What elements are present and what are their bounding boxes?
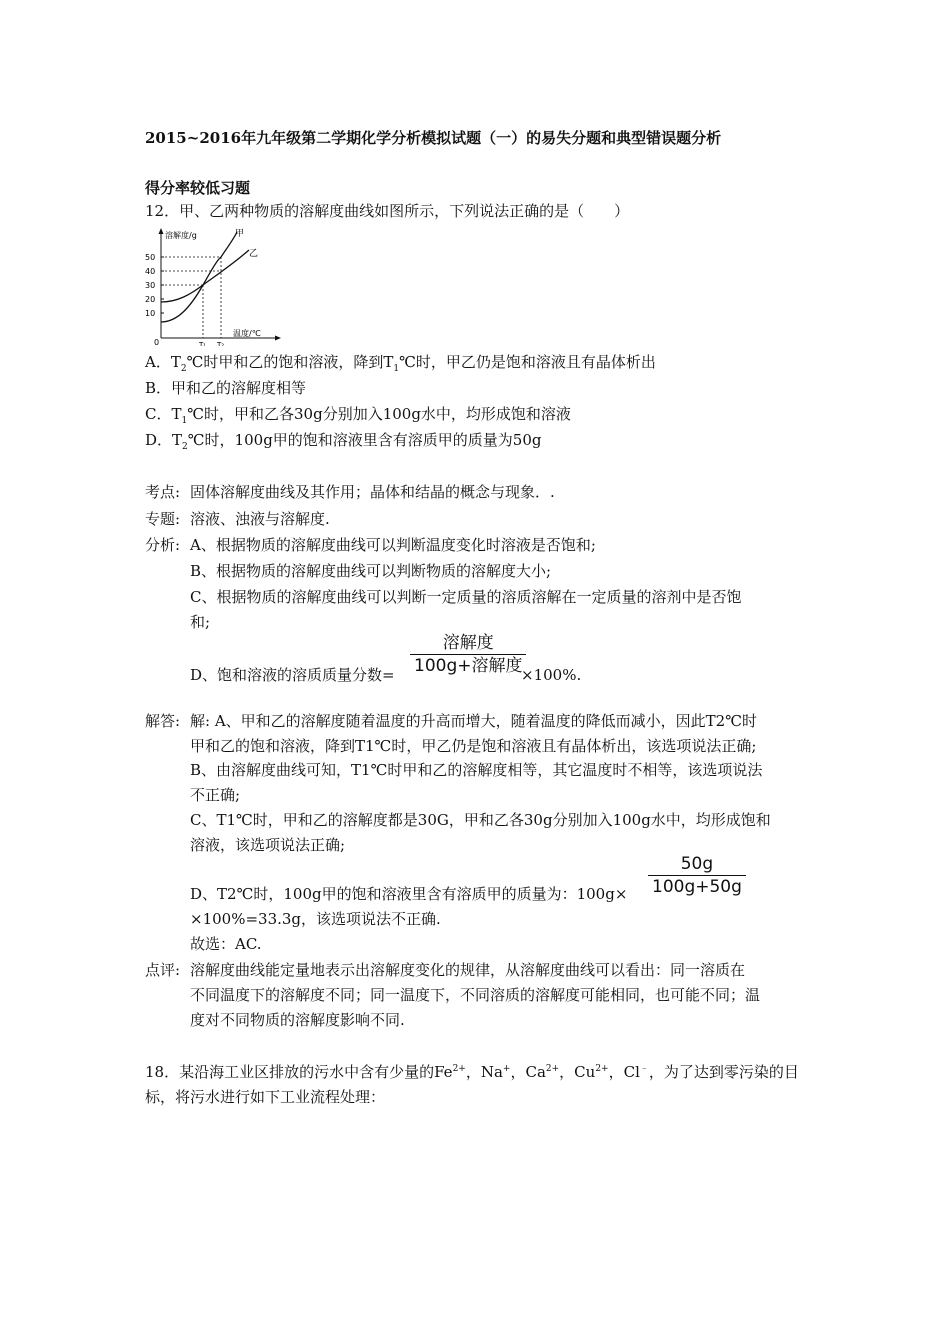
jieda-c-line2: 溶液，该选项说法正确; [190, 836, 346, 854]
fenxi-b: B、根据物质的溶解度曲线可以判断物质的溶解度大小; [190, 562, 552, 580]
y-tick-50: 50 [145, 253, 156, 262]
jieda-d-line2: ×100%=33.3g，该选项说法不正确. [190, 910, 441, 928]
fenxi-c-line2: 和; [190, 613, 211, 631]
fenxi-d-fraction [410, 632, 526, 677]
jieda-a-line1: 解: A、甲和乙的溶解度随着温度的升高而增大，随着温度的降低而减小，因此T2℃时 [190, 712, 757, 730]
y-tick-20: 20 [145, 295, 156, 304]
option-a: A．$T_2℃$时甲和乙的饱和溶液，降到$T_1℃$时，甲乙仍是饱和溶液且有晶体析出 [145, 353, 656, 374]
fenxi-a: A、根据物质的溶解度曲线可以判断温度变化时溶液是否饱和; [190, 536, 596, 554]
kaodian-label: 考点: [145, 483, 181, 501]
fenxi-d-prefix: D、饱和溶液的溶质质量分数= [190, 666, 395, 684]
question-18-line1: 18．某沿海工业区排放的污水中含有少量的$Fe^{2+}$，Na+，$Ca^{2+}$，$Cu^{2+}$，Cl﹣，为了达到零污染的目 [145, 1063, 799, 1081]
question-12-stem: 12．甲、乙两种物质的溶解度曲线如图所示，下列说法正确的是（ ） [145, 202, 630, 220]
zhuanti-text: 溶液、浊液与溶解度. [190, 510, 330, 528]
fraction-denominator: 100g+溶解度 [414, 656, 523, 676]
t2-label: T₂ [217, 341, 225, 346]
jieda-a-line2: 甲和乙的饱和溶液，降到T1℃时，甲乙仍是饱和溶液且有晶体析出，该选项说法正确; [190, 737, 757, 755]
origin-label: 0 [154, 338, 160, 346]
option-b: B．甲和乙的溶解度相等 [145, 379, 307, 397]
section-heading: 得分率较低习题 [145, 179, 251, 197]
option-d: D．$T_2℃$时，100g甲的饱和溶液里含有溶质甲的质量为50g [145, 431, 542, 452]
curve-yi [161, 250, 249, 302]
t1-label: T₁ [199, 341, 207, 346]
jieda-c-line1: C、T1℃时，甲和乙的溶解度都是30G，甲和乙各30g分别加入100g水中，均形成饱和 [190, 811, 771, 829]
option-c: C．$T_1℃$时，甲和乙各30g分别加入100g水中，均形成饱和溶液 [145, 405, 571, 426]
jieda-b-line1: B、由溶解度曲线可知，T1℃时甲和乙的溶解度相等，其它温度时不相等，该选项说法 [190, 761, 763, 779]
jieda-b-line2: 不正确; [190, 786, 241, 804]
fenxi-c-line1: C、根据物质的溶解度曲线可以判断一定质量的溶质溶解在一定质量的溶剂中是否饱 [190, 588, 742, 606]
y-tick-30: 30 [145, 281, 156, 290]
fenxi-label: 分析: [145, 536, 181, 554]
y-tick-10: 10 [145, 309, 156, 318]
fraction-denominator: 100g+50g [652, 877, 742, 897]
dianping-label: 点评: [145, 961, 181, 979]
page-title: 2015~2016年九年级第二学期化学分析模拟试题（一）的易失分题和典型错误题分析 [145, 129, 722, 147]
jieda-answer: 故选：AC. [190, 935, 262, 953]
zhuanti-label: 专题: [145, 510, 181, 528]
series-yi-label: 乙 [249, 249, 259, 259]
dianping-line1: 溶解度曲线能定量地表示出溶解度变化的规律，从溶解度曲线可以看出：同一溶质在 [190, 961, 746, 979]
question-18-line2: 标，将污水进行如下工业流程处理： [145, 1088, 386, 1106]
x-axis-label: 温度/℃ [233, 329, 261, 338]
dianping-line3: 度对不同物质的溶解度影响不同. [190, 1011, 405, 1029]
series-jia-label: 甲 [235, 229, 245, 239]
fenxi-d-suffix: ×100%. [521, 666, 582, 684]
jieda-label: 解答: [145, 712, 181, 730]
curve-jia [161, 232, 237, 322]
dianping-line2: 不同温度下的溶解度不同；同一温度下，不同溶质的溶解度可能相同，也可能不同；温 [190, 986, 761, 1004]
y-axis-label: 溶解度/g [165, 231, 197, 240]
fraction-numerator: 50g [680, 854, 714, 874]
solubility-chart [143, 226, 283, 346]
jieda-d-fraction [648, 853, 746, 898]
y-tick-40: 40 [145, 267, 156, 276]
kaodian-text: 固体溶解度曲线及其作用；晶体和结晶的概念与现象．. [190, 483, 555, 501]
fraction-numerator: 溶解度 [442, 633, 494, 653]
jieda-d-prefix: D、T2℃时，100g甲的饱和溶液里含有溶质甲的质量为：100g× [190, 885, 628, 903]
